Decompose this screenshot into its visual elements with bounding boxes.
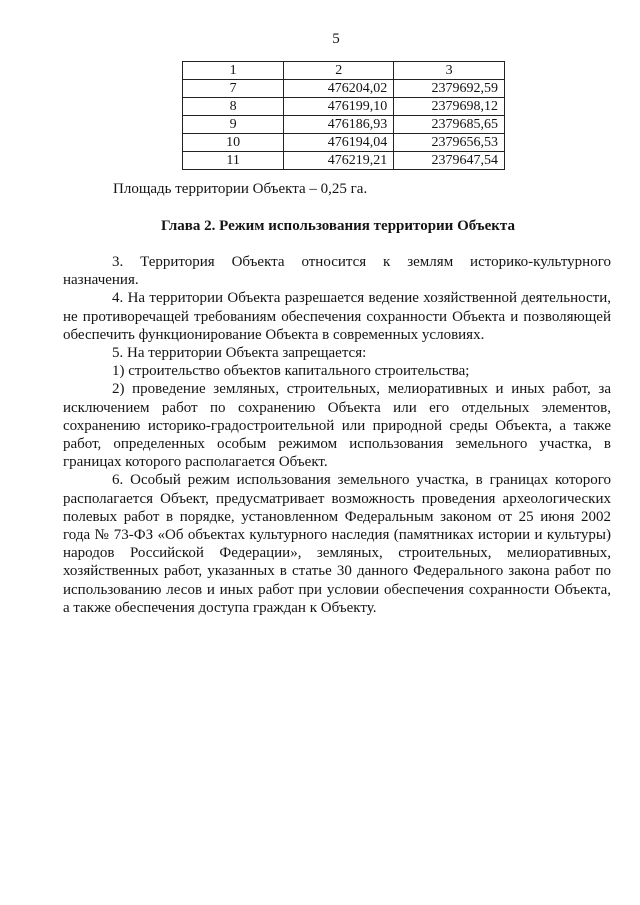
- x-coordinate-cell: 476219,21: [284, 152, 394, 170]
- y-coordinate-cell: 2379647,54: [394, 152, 505, 170]
- x-coordinate-cell: 476204,02: [284, 80, 394, 98]
- table-header-row: [183, 62, 505, 80]
- x-coordinate-cell: 476186,93: [284, 116, 394, 134]
- coordinates-table: [182, 61, 505, 170]
- paragraph-4: 4. На территории Объекта разрешается ведение хозяйственной деятельности, не противоречащей требованиям обеспечения сохранности Объекта и позволяющей обеспечить функционирование Объекта в современных условиях.: [63, 290, 611, 343]
- table-header-cell: 2: [284, 62, 394, 80]
- point-number-cell: 7: [183, 80, 284, 98]
- body-text: [63, 253, 611, 617]
- paragraph-5: 5. На территории Объекта запрещается:: [112, 345, 367, 362]
- point-number-cell: 8: [183, 98, 284, 116]
- list-item-2: 2) проведение земляных, строительных, мелиоративных и иных работ, за исключением работ по сохранению Объекта или его отдельных элементов, сохранению историко-градостроительной или природной среды Объекта, а также работ, определенных особым режимом использования земельного участка, в границах которого располагается Объект.: [63, 381, 611, 471]
- table-row: [183, 134, 505, 152]
- point-number-cell: 9: [183, 116, 284, 134]
- point-number-cell: 11: [183, 152, 284, 170]
- table-header-cell: 3: [394, 62, 505, 80]
- page-number: 5: [332, 31, 340, 47]
- x-coordinate-cell: 476194,04: [284, 134, 394, 152]
- table-row: [183, 98, 505, 116]
- table-header-cell: 1: [183, 62, 284, 80]
- point-number-cell: 10: [183, 134, 284, 152]
- y-coordinate-cell: 2379692,59: [394, 80, 505, 98]
- chapter-title: Глава 2. Режим использования территории Объекта: [161, 218, 515, 234]
- y-coordinate-cell: 2379656,53: [394, 134, 505, 152]
- list-item-1: 1) строительство объектов капитального строительства;: [112, 363, 470, 380]
- area-statement: Площадь территории Объекта – 0,25 га.: [113, 181, 368, 197]
- x-coordinate-cell: 476199,10: [284, 98, 394, 116]
- paragraph-3: 3. Территория Объекта относится к землям историко-культурного назначения.: [63, 254, 611, 289]
- y-coordinate-cell: 2379698,12: [394, 98, 505, 116]
- y-coordinate-cell: 2379685,65: [394, 116, 505, 134]
- table-row: [183, 116, 505, 134]
- paragraph-6: 6. Особый режим использования земельного участка, в границах которого располагается Объект, предусматривает возможность проведения археологических полевых работ в порядке, установленном Федеральным законом от 25 июня 2002 года № 73-ФЗ «Об объектах культурного наследия (памятниках истории и культуры) народов Российской Федерации», земляных, строительных, мелиоративных, хозяйственных работ, указанных в статье 30 данного Федерального закона работ по использованию лесов и иных работ при условии обеспечения сохранности Объекта, а также обеспечения доступа граждан к Объекту.: [63, 472, 611, 616]
- table-row: [183, 152, 505, 170]
- table-row: [183, 80, 505, 98]
